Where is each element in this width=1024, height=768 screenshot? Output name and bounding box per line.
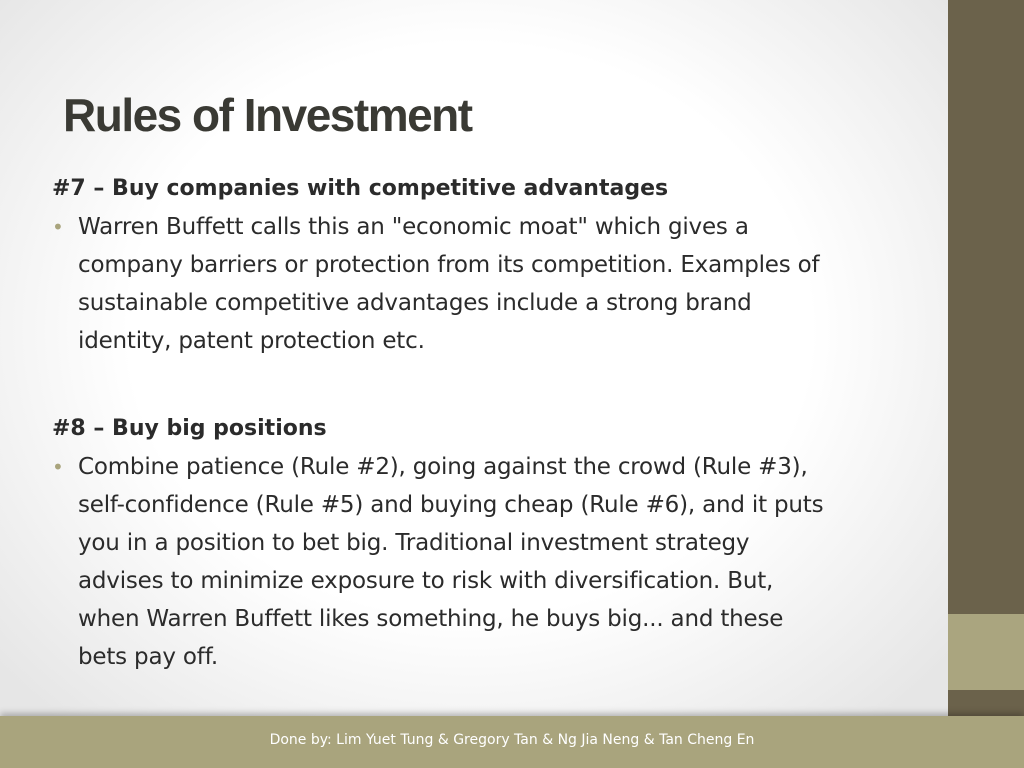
side-accent-bar-dark-lower: [948, 690, 1024, 716]
rule-8-text-line: Combine patience (Rule #2), going against the crowd (Rule #3),: [78, 454, 808, 480]
rule-8-text-line: self-confidence (Rule #5) and buying cheap (Rule #6), and it puts: [78, 492, 824, 518]
rule-8-heading: #8 – Buy big positions: [52, 416, 327, 441]
bullet-icon: •: [52, 455, 64, 479]
rule-8-text-line: when Warren Buffett likes something, he buys big... and these: [78, 606, 784, 632]
bullet-icon: •: [52, 215, 64, 239]
section-spacer: [52, 360, 932, 410]
rule-7-heading: #7 – Buy companies with competitive advantages: [52, 176, 669, 201]
rule-7-text-line: sustainable competitive advantages include a strong brand: [78, 290, 752, 316]
rule-8-bullet: [52, 448, 932, 676]
rule-7-text-line: Warren Buffett calls this an "economic moat" which gives a: [78, 214, 749, 240]
slide-content: [52, 170, 932, 676]
footer-credits: Done by: Lim Yuet Tung & Gregory Tan & Ng Jia Neng & Tan Cheng En: [269, 732, 755, 748]
slide-title: Rules of Investment: [63, 89, 472, 141]
side-accent-bar-dark: [948, 0, 1024, 614]
rule-7-bullet: [52, 208, 932, 360]
side-accent-bar-light: [948, 614, 1024, 690]
rule-7-text-line: company barriers or protection from its competition. Examples of: [78, 252, 820, 278]
rule-7-text-line: identity, patent protection etc.: [78, 328, 425, 354]
rule-8-text-line: advises to minimize exposure to risk with diversification. But,: [78, 568, 774, 594]
rule-8-text-line: bets pay off.: [78, 644, 218, 670]
rule-8-text-line: you in a position to bet big. Traditional investment strategy: [78, 530, 750, 556]
